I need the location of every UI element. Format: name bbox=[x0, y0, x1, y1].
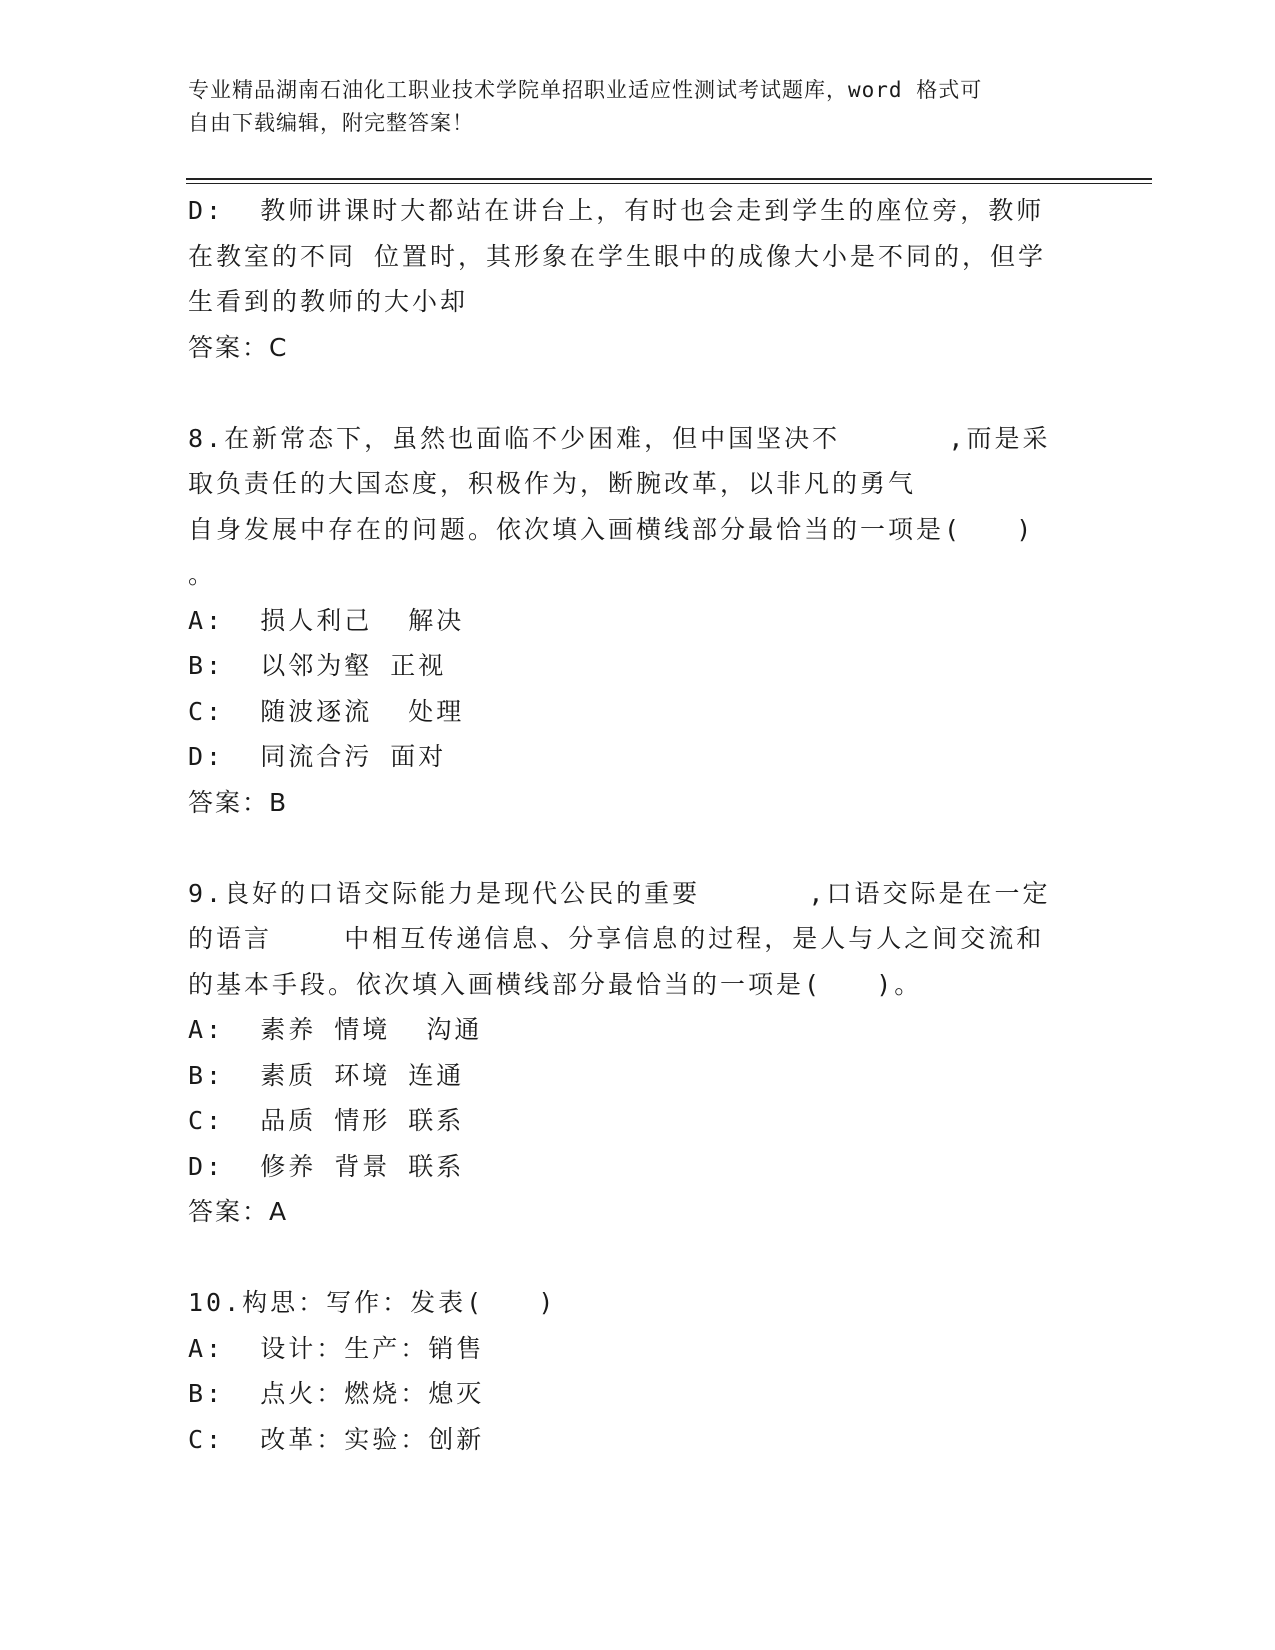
page-header bbox=[188, 74, 1088, 140]
q9-stem-line-3: 的基本手段。依次填入画横线部分最恰当的一项是( )。 bbox=[188, 969, 923, 999]
q9-stem-line-1: 9.良好的口语交际能力是现代公民的重要 ,口语交际是在一定 bbox=[188, 878, 1051, 908]
q8-option-d: D: 同流合污 面对 bbox=[188, 742, 447, 771]
q7-option-d-line-3: 生看到的教师的大小却 bbox=[188, 287, 469, 316]
q9-option-a: A: 素养 情境 沟通 bbox=[188, 1015, 483, 1044]
q7-option-d-line-2: 在教室的不同 位置时，其形象在学生眼中的成像大小是不同的，但学 bbox=[188, 241, 1047, 271]
q8-option-c: C: 随波逐流 处理 bbox=[188, 696, 465, 726]
spacer bbox=[188, 370, 1108, 416]
header-line-2: 自由下载编辑，附完整答案！ bbox=[188, 111, 474, 135]
q10-stem-line-1: 10.构思：写作：发表( ) bbox=[188, 1288, 557, 1317]
header-line-1: 专业精品湖南石油化工职业技术学院单招职业适应性测试考试题库，word 格式可 bbox=[188, 78, 983, 102]
q8-option-b: B: 以邻为壑 正视 bbox=[188, 651, 447, 680]
q9-option-b: B: 素质 环境 连通 bbox=[188, 1060, 465, 1090]
q9-option-c: C: 品质 情形 联系 bbox=[188, 1106, 465, 1135]
q8-stem-line-1: 8.在新常态下，虽然也面临不少困难，但中国坚决不 ,而是采 bbox=[188, 423, 1051, 453]
q8-answer: 答案：B bbox=[188, 787, 289, 817]
q10-option-b: B: 点火：燃烧：熄灭 bbox=[188, 1379, 485, 1408]
spacer bbox=[188, 1235, 1108, 1281]
header-rule-thin bbox=[186, 183, 1152, 184]
question-8 bbox=[188, 416, 1108, 826]
q7-option-d-line-1: D: 教师讲课时大都站在讲台上，有时也会走到学生的座位旁，教师 bbox=[188, 196, 1045, 225]
q9-option-d: D: 修养 背景 联系 bbox=[188, 1151, 465, 1181]
q8-stem-line-3: 自身发展中存在的问题。依次填入画横线部分最恰当的一项是( ) bbox=[188, 514, 1035, 544]
question-content bbox=[188, 188, 1108, 1462]
question-10 bbox=[188, 1280, 1108, 1462]
q7-answer: 答案：C bbox=[188, 332, 289, 362]
question-9 bbox=[188, 871, 1108, 1235]
q9-stem-line-2: 的语言 中相互传递信息、分享信息的过程，是人与人之间交流和 bbox=[188, 924, 1045, 953]
q10-option-a: A: 设计：生产：销售 bbox=[188, 1333, 485, 1363]
q8-stem-line-2: 取负责任的大国态度，积极作为，断腕改革，以非凡的勇气 bbox=[188, 469, 917, 498]
q10-option-c: C: 改革：实验：创新 bbox=[188, 1424, 485, 1454]
spacer bbox=[188, 825, 1108, 871]
q8-option-a: A: 损人利己 解决 bbox=[188, 605, 465, 635]
question-7-tail bbox=[188, 188, 1108, 370]
header-rule-thick bbox=[186, 178, 1152, 180]
q8-stem-line-4: 。 bbox=[188, 560, 217, 589]
q9-answer: 答案：A bbox=[188, 1197, 289, 1226]
